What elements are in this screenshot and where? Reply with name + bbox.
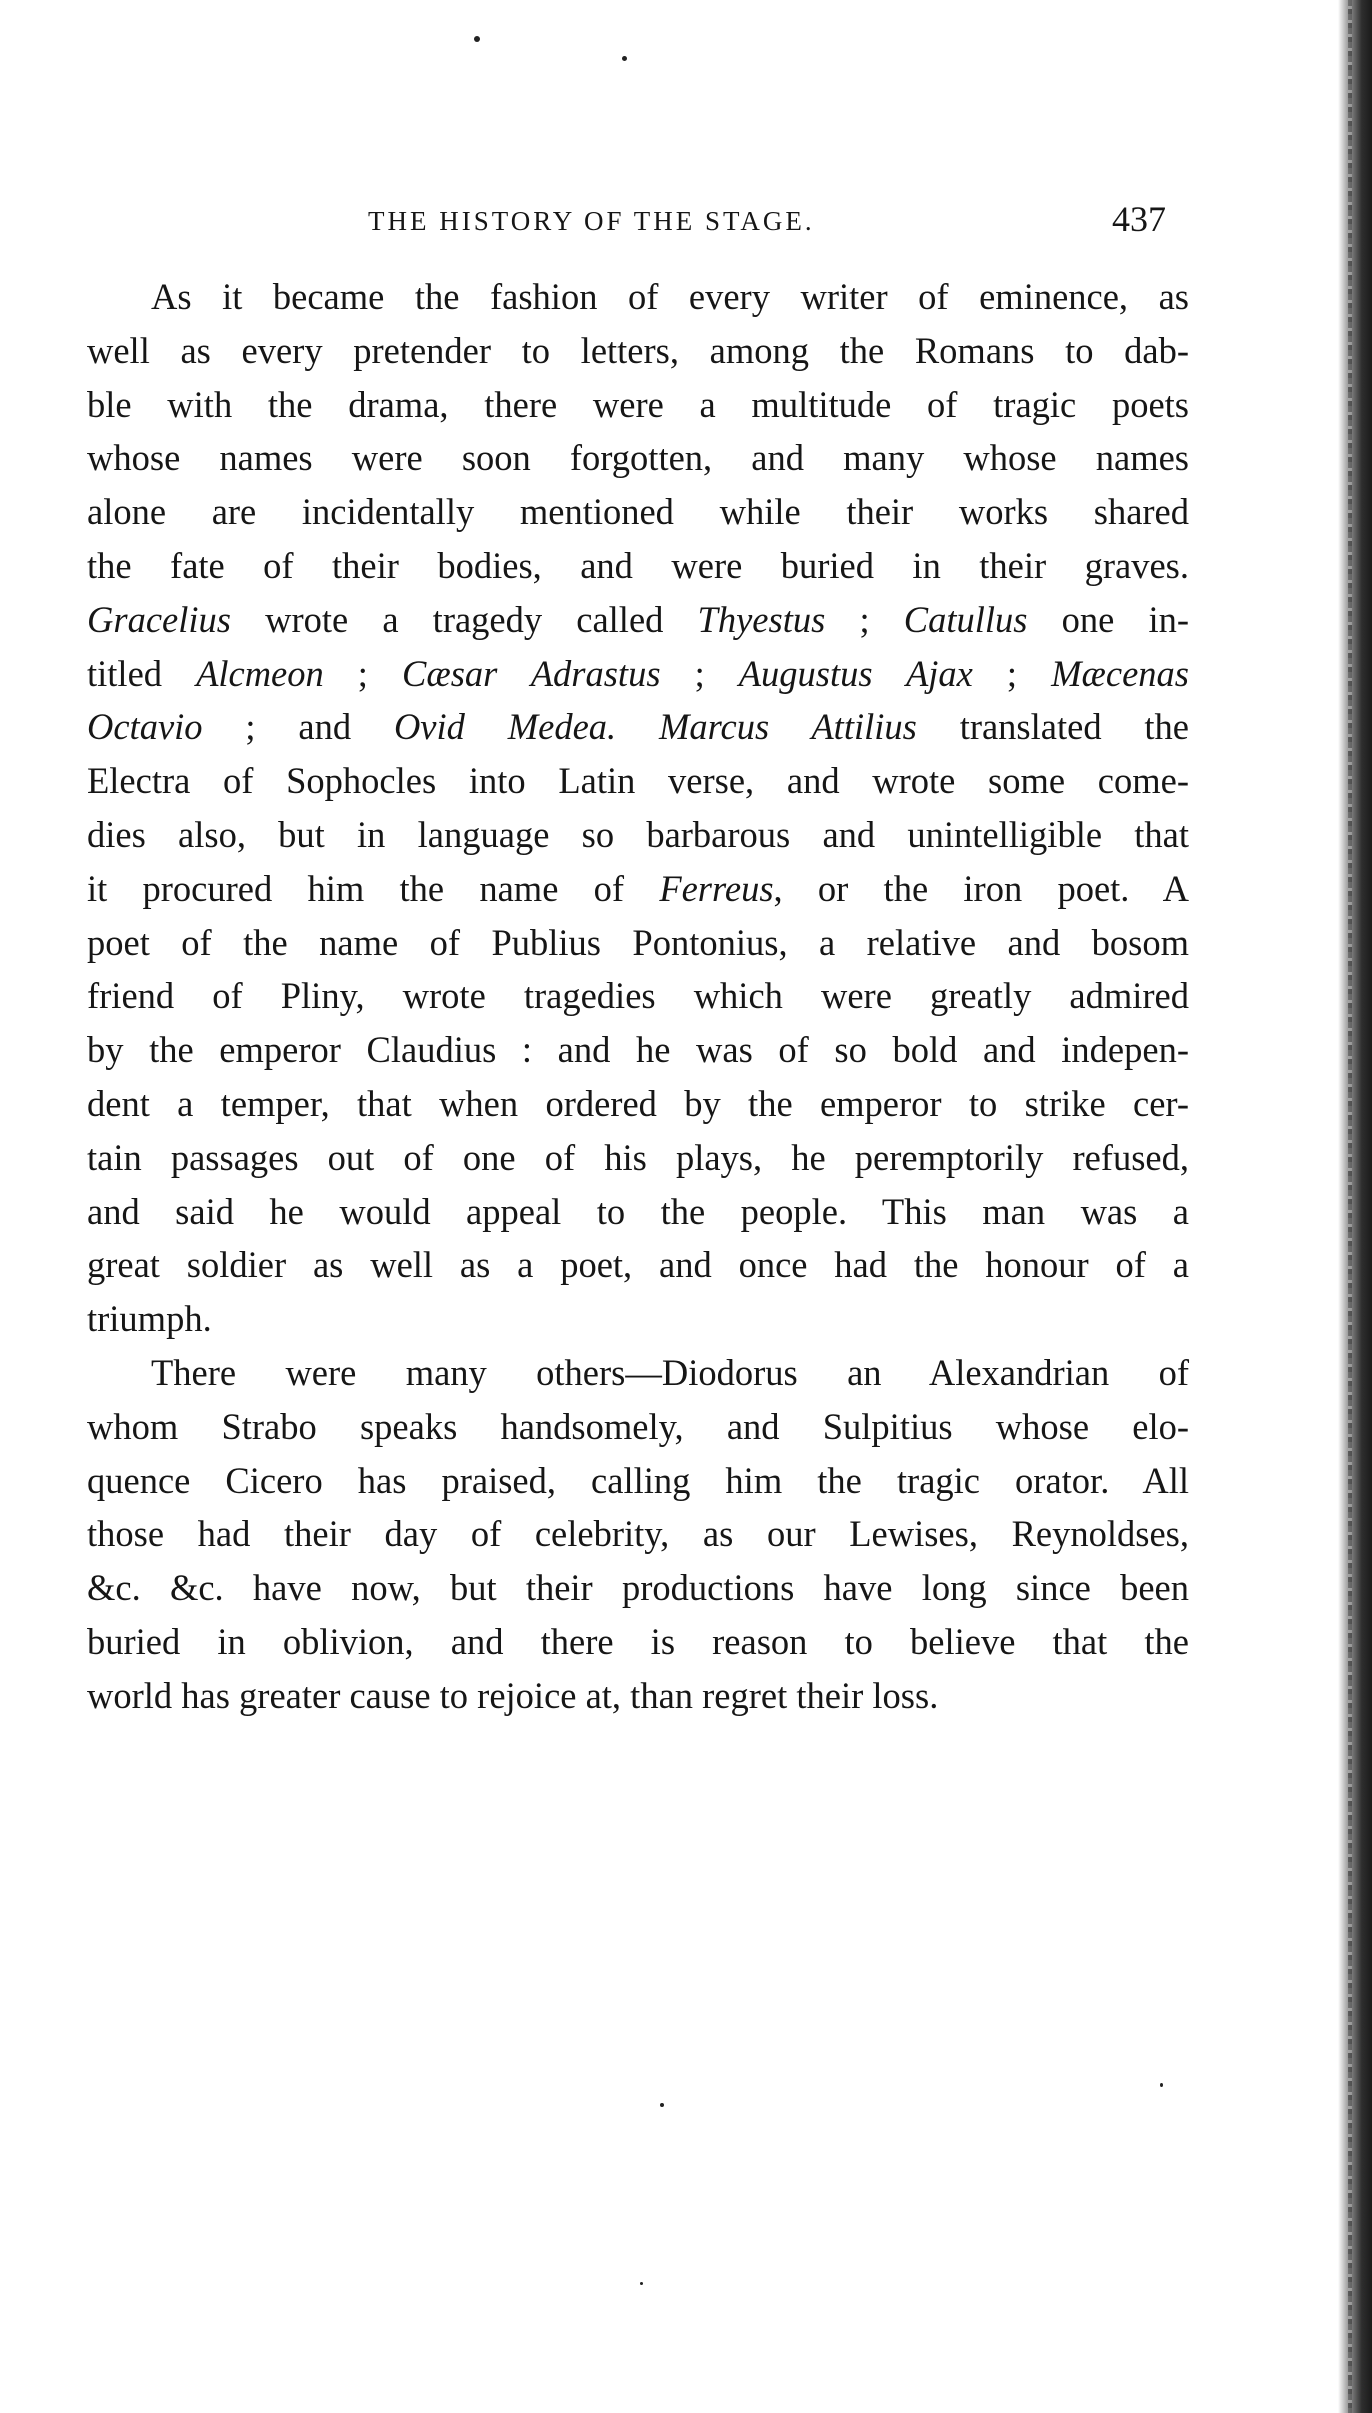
text-line: it procured him the name of Ferreus, or the iron poet. A bbox=[87, 867, 1190, 909]
text-line: world has greater cause to rejoice at, than regret their loss. bbox=[87, 1674, 939, 1716]
body-text bbox=[87, 270, 1189, 1723]
text-line: friend of Pliny, wrote tragedies which were greatly admired bbox=[87, 975, 1189, 1017]
scan-speck bbox=[640, 2282, 643, 2285]
text-line: alone are incidentally mentioned while their works shared bbox=[87, 491, 1189, 533]
text-line: dent a temper, that when ordered by the emperor to strike cer- bbox=[87, 1082, 1189, 1124]
text-line: whom Strabo speaks handsomely, and Sulpitius whose elo- bbox=[87, 1405, 1189, 1447]
binding-edge-shadow bbox=[1338, 0, 1372, 2413]
text-line: and said he would appeal to the people. This man was a bbox=[87, 1190, 1189, 1232]
text-line: &c. &c. have now, but their productions have long since been bbox=[87, 1567, 1189, 1609]
text-line: great soldier as well as a poet, and once had the honour of a bbox=[87, 1244, 1189, 1286]
text-line: dies also, but in language so barbarous and unintelligible that bbox=[87, 813, 1189, 855]
text-line: whose names were soon forgotten, and many whose names bbox=[87, 437, 1189, 479]
scan-speck bbox=[1160, 2083, 1163, 2087]
scan-speck bbox=[474, 36, 480, 42]
text-line: Gracelius wrote a tragedy called Thyestus ; Catullus one in- bbox=[87, 598, 1189, 640]
text-line: ble with the drama, there were a multitude of tragic poets bbox=[87, 383, 1189, 425]
text-line: buried in oblivion, and there is reason to believe that the bbox=[87, 1620, 1189, 1662]
scan-speck bbox=[622, 56, 627, 61]
text-line: As it became the fashion of every writer of eminence, as bbox=[151, 276, 1189, 317]
text-line: Electra of Sophocles into Latin verse, and wrote some come- bbox=[87, 760, 1189, 802]
text-line: Octavio ; and Ovid Medea. Marcus Attilius translated the bbox=[87, 706, 1190, 748]
text-line: well as every pretender to letters, among the Romans to dab- bbox=[87, 329, 1189, 371]
text-line: triumph. bbox=[87, 1298, 212, 1340]
text-line: those had their day of celebrity, as our Lewises, Reynoldses, bbox=[87, 1513, 1189, 1555]
text-line: quence Cicero has praised, calling him the tragic orator. All bbox=[87, 1459, 1189, 1501]
page-number: 437 bbox=[1112, 199, 1166, 239]
scan-speck bbox=[660, 2103, 664, 2107]
text-line: the fate of their bodies, and were buried in their graves. bbox=[87, 544, 1189, 586]
text-line: titled Alcmeon ; Cæsar Adrastus ; Augustus Ajax ; Mæcenas bbox=[87, 652, 1189, 694]
text-line: There were many others—Diodorus an Alexandrian of bbox=[151, 1351, 1189, 1393]
text-line: poet of the name of Publius Pontonius, a relative and bosom bbox=[87, 921, 1189, 963]
running-title: THE HISTORY OF THE STAGE. bbox=[368, 206, 815, 236]
text-line: by the emperor Claudius : and he was of so bold and indepen- bbox=[87, 1029, 1189, 1071]
text-line: tain passages out of one of his plays, he peremptorily refused, bbox=[87, 1136, 1189, 1178]
page-header bbox=[0, 198, 1372, 248]
